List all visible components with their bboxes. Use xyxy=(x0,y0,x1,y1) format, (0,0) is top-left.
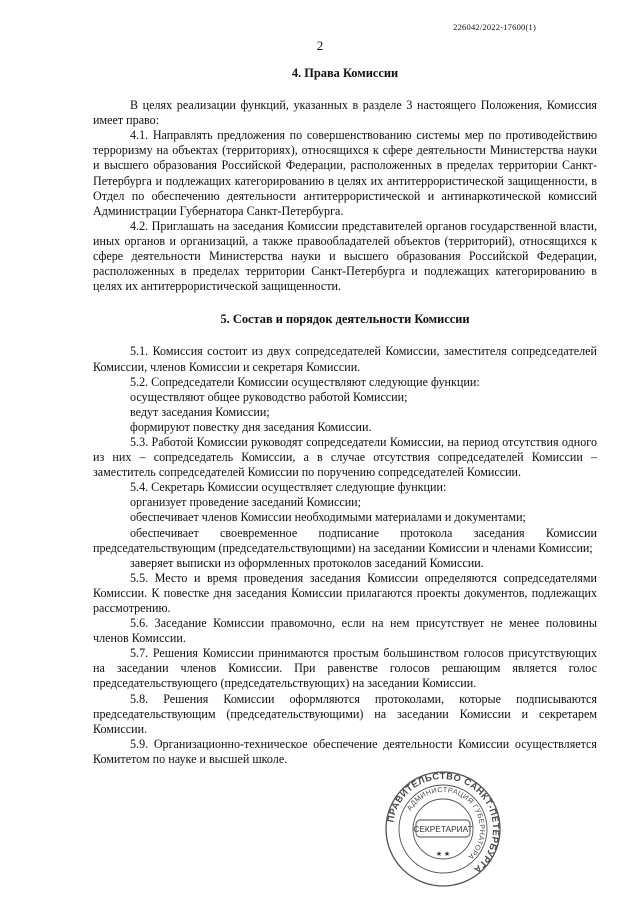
paragraph: обеспечивает своевременное подписание протокола заседания Комиссии председательствующим (председательствующими) на заседании Комиссии и членами Комиссии; xyxy=(93,525,597,555)
paragraph: 5.1. Комиссия состоит из двух сопредседателей Комиссии, заместителя сопредседателей Комиссии, членов Комиссии и секретаря Комиссии. xyxy=(93,344,597,374)
paragraph: формируют повестку дня заседания Комиссии. xyxy=(130,419,372,434)
paragraph: 4.1. Направлять предложения по совершенствованию системы мер по противодействию терроризму на объектах (территориях), относящихся к сфере деятельности Министерства науки и высшего образования Российской Федерации, расположенных в пределах территории Санкт-Петербурга и подлежащих категорированию в целях их антитеррористической защищенности, в Отдел по обеспечению деятельности антитеррористической и антинаркотической комиссий Администрации Губернатора Санкт-Петербурга. xyxy=(93,128,597,218)
registration-number: 226042/2022-17600(1) xyxy=(453,22,536,32)
paragraph: организует проведение заседаний Комиссии; xyxy=(130,495,361,510)
paragraph: обеспечивает членов Комиссии необходимыми материалами и документами; xyxy=(130,510,526,525)
section-4-heading: 4. Права Комиссии xyxy=(291,66,399,80)
paragraph: ведут заседания Комиссии; xyxy=(130,404,270,419)
paragraph: 5.8. Решения Комиссии оформляются протоколами, которые подписываются председательствующим (председательствующими) на заседании Комиссии и секретарем Комиссии. xyxy=(93,691,597,736)
document-body xyxy=(93,64,597,767)
paragraph: 5.6. Заседание Комиссии правомочно, если на нем присутствует не менее половины членов Комиссии. xyxy=(93,616,597,646)
secretariat-stamp xyxy=(383,769,503,889)
paragraph: заверяет выписки из оформленных протоколов заседаний Комиссии. xyxy=(130,555,484,570)
stamp-center-text: СЕКРЕТАРИАТ xyxy=(413,824,473,834)
paragraph: осуществляют общее руководство работой Комиссии; xyxy=(130,389,408,404)
paragraph: 5.2. Сопредседатели Комиссии осуществляют следующие функции: xyxy=(130,374,480,389)
paragraph: 5.9. Организационно-техническое обеспечение деятельности Комиссии осуществляется Комитетом по науке и высшей школе. xyxy=(93,736,597,766)
section-5-heading: 5. Состав и порядок деятельности Комиссии xyxy=(220,312,470,327)
paragraph: 5.4. Секретарь Комиссии осуществляет следующие функции: xyxy=(130,480,447,495)
paragraph: 5.5. Место и время проведения заседания Комиссии определяются сопредседателями Комиссии. К повестке дня заседания Комиссии прилагаются проекты документов, подлежащих рассмотрению. xyxy=(93,570,597,615)
paragraph: 5.3. Работой Комиссии руководят сопредседатели Комиссии, на период отсутствия одного из них – сопредседатель Комиссии, а в случае отсутствия сопредседателей Комиссии – заместитель сопредседателей Комиссии по поручению сопредседателей Комиссии. xyxy=(93,434,597,480)
paragraph: В целях реализации функций, указанных в разделе 3 настоящего Положения, Комиссия имеет право: xyxy=(93,98,597,128)
svg-text:★ ★: ★ ★ xyxy=(435,850,451,858)
stamp-inner-text: АДМИНИСТРАЦИЯ ГУБЕРНАТОРА xyxy=(404,784,488,862)
page-number: 2 xyxy=(316,38,324,53)
stamp-outer-text: ПРАВИТЕЛЬСТВО САНКТ-ПЕТЕРБУРГА xyxy=(385,770,502,876)
paragraph: 4.2. Приглашать на заседания Комиссии представителей органов государственной власти, иных органов и организаций, а также правообладателей объектов (территорий), относящихся к сфере деятельности Министерства науки и высшего образования Российской Федерации, расположенных в пределах территории Санкт-Петербурга и подлежащих категорированию в целях их антитеррористической защищенности. xyxy=(93,218,597,294)
paragraph: 5.7. Решения Комиссии принимаются простым большинством голосов присутствующих на заседании членов Комиссии. При равенстве голосов решающим является голос председательствующего (председательствующих) на заседании Комиссии. xyxy=(93,646,597,691)
